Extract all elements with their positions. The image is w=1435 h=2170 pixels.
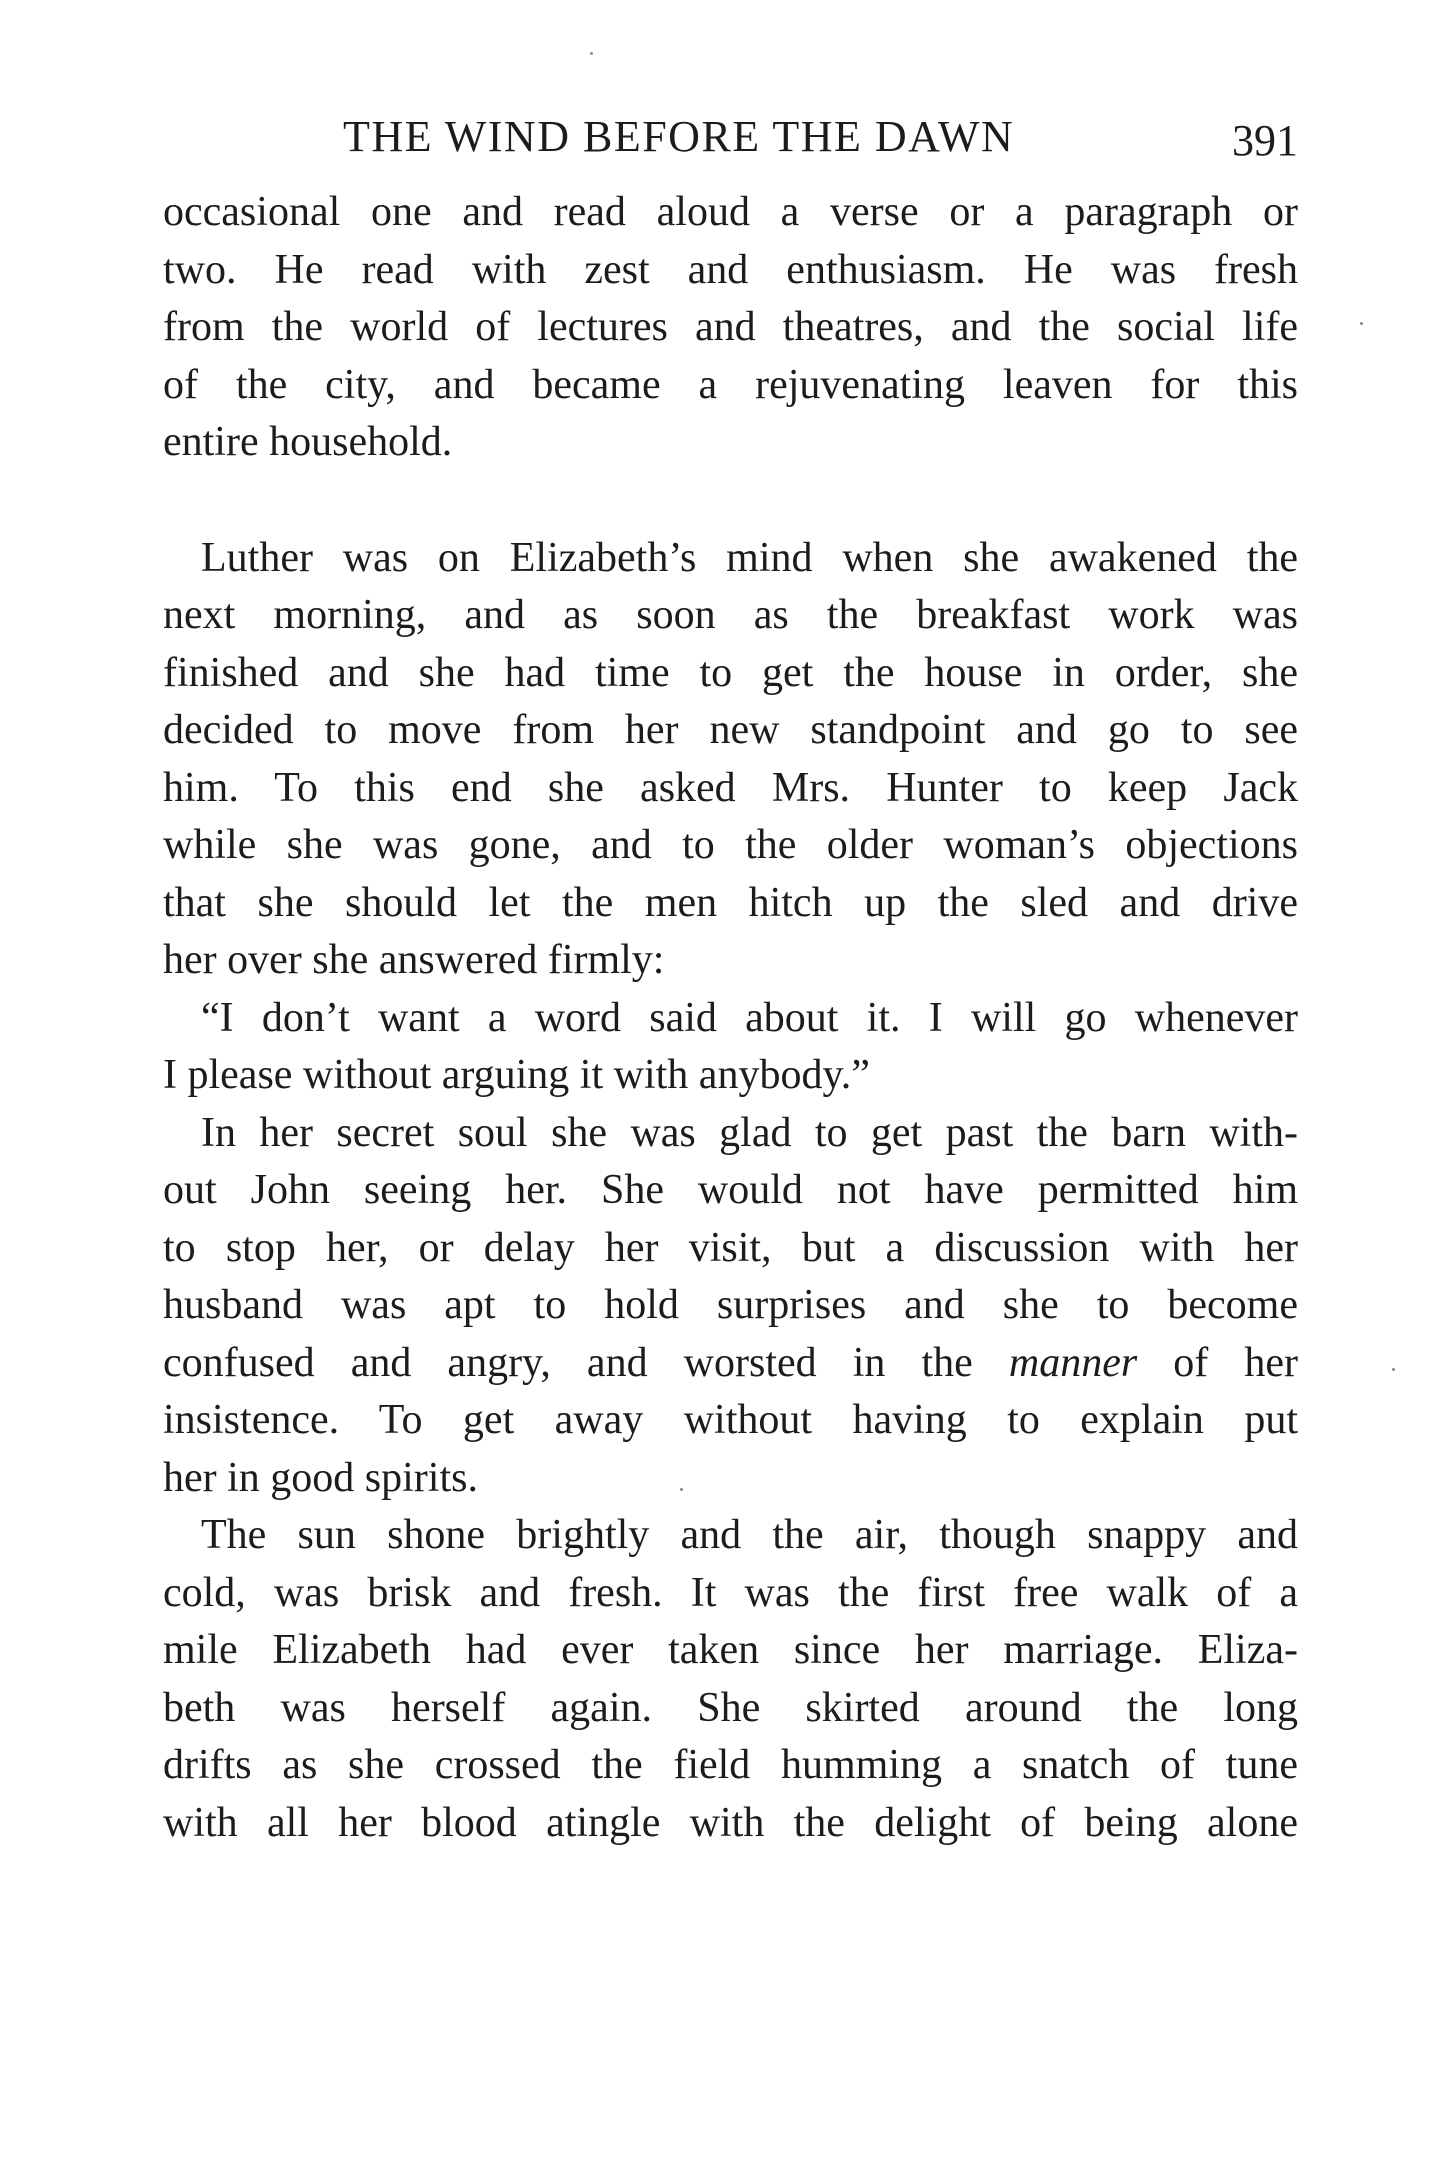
running-title: THE WIND BEFORE THE DAWN [343,112,1015,161]
scan-speck [1360,322,1363,325]
text-line: to stop her, or delay her visit, but a discussion with her [163,1224,1298,1271]
text-line: husband was apt to hold surprises and she to become [163,1282,1298,1328]
body-text [163,184,1298,1852]
text-line: of the city, and became a rejuvenating leaven for this [163,361,1298,408]
scan-speck [1392,1368,1395,1371]
text-line: insistence. To get away without having to explain put [163,1397,1298,1443]
text-line [163,1335,1298,1393]
text-line: with all her blood atingle with the delight of being alone [163,1799,1298,1846]
text-run: of her [1137,1339,1298,1386]
text-line: occasional one and read aloud a verse or a paragraph or [163,189,1298,235]
scan-speck [680,1488,683,1491]
text-line: while she was gone, and to the older woman’s objections [163,822,1298,868]
text-line: Luther was on Elizabeth’s mind when she awakened the [201,534,1298,581]
text-line: her over she answered firmly: [163,937,665,983]
text-line: “I don’t want a word said about it. I will go whenever [201,994,1298,1041]
text-run: confused and angry, and worsted in the [163,1339,1009,1386]
text-line: that she should let the men hitch up the sled and drive [163,879,1298,926]
text-line: her in good spirits. [163,1454,478,1501]
text-line: mile Elizabeth had ever taken since her marriage. Eliza- [163,1627,1298,1673]
emphasis-text: manner [1008,1339,1138,1386]
text-line: out John seeing her. She would not have permitted him [163,1167,1298,1213]
page-number: 391 [1232,116,1298,165]
text-line: him. To this end she asked Mrs. Hunter to keep Jack [163,764,1298,811]
text-line: The sun shone brightly and the air, though snappy and [201,1512,1298,1558]
text-line: drifts as she crossed the field humming a snatch of tune [163,1742,1298,1788]
text-line: two. He read with zest and enthusiasm. He was fresh [163,246,1298,293]
scan-speck [590,52,593,55]
text-line: I please without arguing it with anybody.” [163,1052,870,1098]
section-break [163,472,1298,530]
text-line: from the world of lectures and theatres, and the social life [163,304,1298,350]
text-line: decided to move from her new standpoint and go to see [163,707,1298,753]
text-line: next morning, and as soon as the breakfast work was [163,592,1298,638]
text-line: finished and she had time to get the house in order, she [163,649,1298,696]
page-header [163,102,1298,172]
text-line: entire household. [163,419,453,465]
text-line: beth was herself again. She skirted around the long [163,1684,1298,1731]
text-line: In her secret soul she was glad to get past the barn with- [201,1109,1298,1156]
text-line: cold, was brisk and fresh. It was the first free walk of a [163,1569,1298,1616]
